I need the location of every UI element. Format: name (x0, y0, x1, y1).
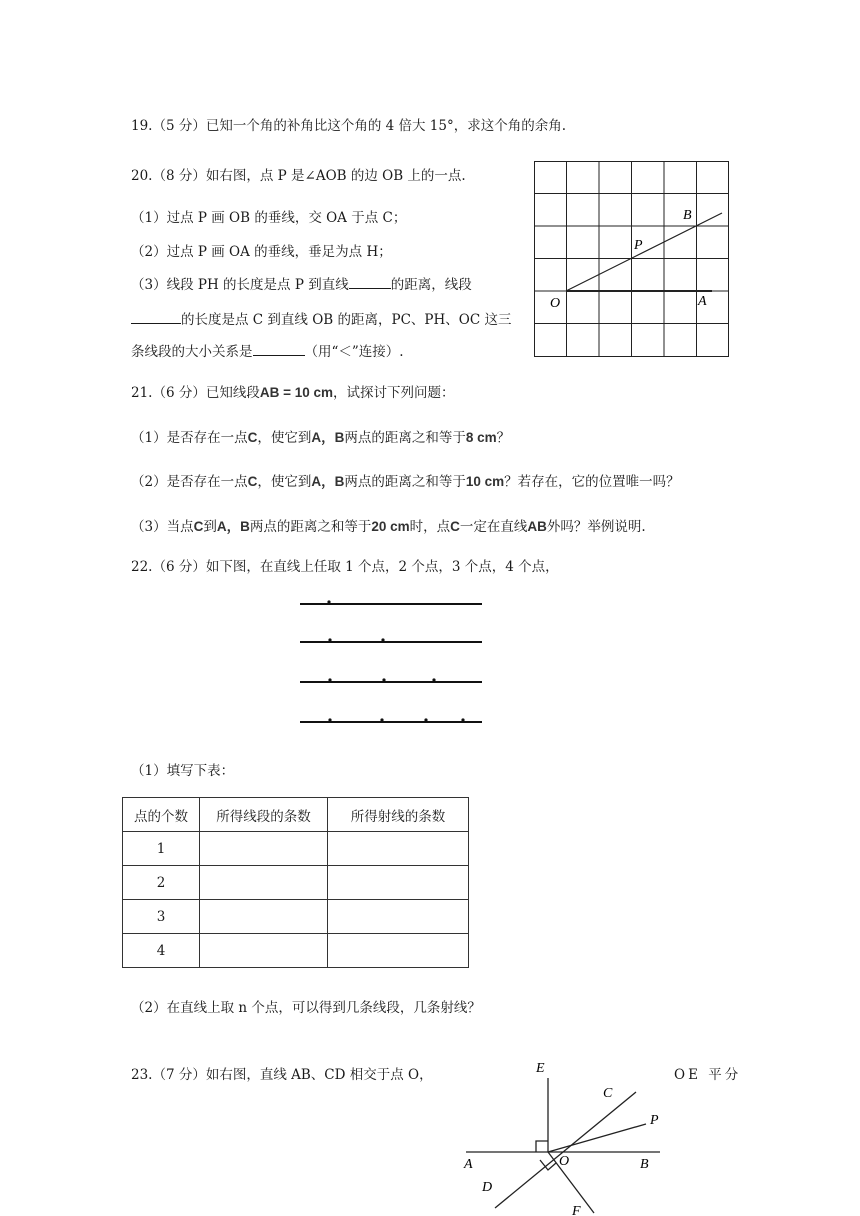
label-p: P (650, 1113, 659, 1128)
q22-part1: （1）填写下表： (131, 763, 235, 779)
point-c: C (450, 519, 460, 534)
q20-grid-figure (534, 161, 729, 357)
answer-cell[interactable] (328, 900, 469, 934)
answer-cell[interactable] (328, 866, 469, 900)
table-row (123, 832, 469, 866)
line-cd (495, 1092, 636, 1208)
q21-p1-d: 两点的距离之和等于 (344, 430, 466, 446)
q21-p3-d: 两点的距离之和等于 (249, 519, 372, 535)
table-row (123, 934, 469, 968)
q21-part2 (131, 472, 680, 492)
ray-ob (566, 213, 722, 291)
point-c: C (193, 519, 204, 534)
q20-part3-line2 (131, 310, 511, 330)
q21-intro-a: 21.（6 分）已知线段 (131, 385, 260, 401)
points-ab: A，B (311, 474, 345, 489)
q20-part1: （1）过点 P 画 OB 的垂线，交 OA 于点 C； (131, 210, 407, 226)
q20-p3-b: 的距离，线段 (390, 277, 472, 293)
q23-figure (460, 1058, 680, 1216)
answer-blank[interactable] (349, 276, 391, 289)
table-row (123, 900, 469, 934)
q21-p3-b: 到 (203, 519, 217, 535)
ray-of (548, 1152, 594, 1213)
q21-p3-e: 时，点 (409, 519, 451, 535)
q20-part3-line1 (131, 275, 472, 295)
q22-intro: 22.（6 分）如下图，在直线上任取 1 个点，2 个点，3 个点，4 个点， (131, 559, 559, 575)
label-f: F (572, 1204, 581, 1216)
q20-p3-e: （用“＜”连接）. (304, 344, 404, 360)
label-b: B (640, 1157, 649, 1172)
q20-intro: 20.（8 分）如右图，点 P 是∠AOB 的边 OB 上的一点. (131, 168, 466, 184)
distance-value: 20 cm (371, 519, 410, 534)
table-cell: 1 (123, 832, 200, 866)
q20-p3-a: （3）线段 PH 的长度是点 P 到直线 (131, 277, 349, 293)
q21-intro (131, 383, 455, 403)
table-header: 所得线段的条数 (200, 798, 328, 832)
label-d: D (482, 1180, 493, 1195)
q23-intro: 23.（7 分）如右图，直线 AB、CD 相交于点 O， (131, 1067, 433, 1083)
answer-cell[interactable] (200, 866, 328, 900)
q21-p3-a: （3）当点 (131, 519, 194, 535)
answer-cell[interactable] (328, 934, 469, 968)
table-header-row (123, 798, 469, 832)
q20-part2: （2）过点 P 画 OA 的垂线，垂足为点 H； (131, 244, 392, 260)
label-c: C (603, 1086, 613, 1101)
point-dot (381, 638, 384, 641)
right-angle-mark (536, 1141, 548, 1152)
answer-blank[interactable] (131, 311, 181, 324)
point-c: C (247, 474, 258, 489)
q21-p3-g: 外吗？举例说明. (546, 519, 646, 535)
point-dot (328, 718, 331, 721)
q21-p2-e: ？若存在，它的位置唯一吗？ (504, 474, 680, 490)
q21-p3-f: 一定在直线 (459, 519, 528, 535)
q21-p1-e: ？ (496, 430, 511, 446)
answer-blank[interactable] (253, 343, 305, 356)
point-dot (382, 678, 385, 681)
q21-part1 (131, 428, 510, 448)
label-e: E (536, 1061, 545, 1076)
q21-p2-d: 两点的距离之和等于 (344, 474, 466, 490)
points-ab: A，B (216, 519, 250, 534)
table-row (123, 866, 469, 900)
ray-op (548, 1124, 646, 1152)
q20-p3-c: 的长度是点 C 到直线 OB 的距离，PC、PH、OC 这三 (181, 312, 512, 328)
label-o: O (550, 296, 561, 311)
distance-value: 8 cm (465, 430, 497, 445)
label-a: A (698, 294, 707, 309)
answer-cell[interactable] (200, 934, 328, 968)
q20-part3-line3 (131, 342, 404, 362)
q21-part3 (131, 517, 646, 537)
answer-cell[interactable] (200, 900, 328, 934)
q22-part2: （2）在直线上取 n 个点，可以得到几条线段，几条射线？ (131, 1000, 481, 1016)
point-dot (328, 678, 331, 681)
point-dot (328, 638, 331, 641)
table-cell: 4 (123, 934, 200, 968)
label-o: O (559, 1154, 570, 1169)
q22-lines-figure (300, 596, 484, 730)
label-p: P (634, 238, 643, 253)
points-ab: A，B (311, 430, 345, 445)
point-dot (380, 718, 383, 721)
line-ab: AB (527, 519, 547, 534)
point-dot (432, 678, 435, 681)
q21-p1-b: ，使它到 (257, 430, 312, 446)
table-header: 点的个数 (123, 798, 200, 832)
q19-text: 19.（5 分）已知一个角的补角比这个角的 4 倍大 15°，求这个角的余角. (131, 118, 567, 134)
distance-value: 10 cm (465, 474, 505, 489)
table-cell: 3 (123, 900, 200, 934)
q20-p3-d: 条线段的大小关系是 (131, 344, 253, 360)
table-cell: 2 (123, 866, 200, 900)
q22-table (122, 797, 469, 968)
point-dot (327, 600, 330, 603)
q21-p2-b: ，使它到 (257, 474, 312, 490)
q21-p2-a: （2）是否存在一点 (131, 474, 248, 490)
q23-tail: OE 平分 (674, 1067, 742, 1083)
label-a: A (464, 1157, 473, 1172)
answer-cell[interactable] (200, 832, 328, 866)
q21-intro-b: ，试探讨下列问题： (333, 385, 455, 401)
label-b: B (683, 208, 692, 223)
point-dot (424, 718, 427, 721)
table-header: 所得射线的条数 (328, 798, 469, 832)
q21-ab-length: AB = 10 cm (259, 385, 334, 400)
answer-cell[interactable] (328, 832, 469, 866)
point-c: C (247, 430, 258, 445)
q21-p1-a: （1）是否存在一点 (131, 430, 248, 446)
point-dot (461, 718, 464, 721)
